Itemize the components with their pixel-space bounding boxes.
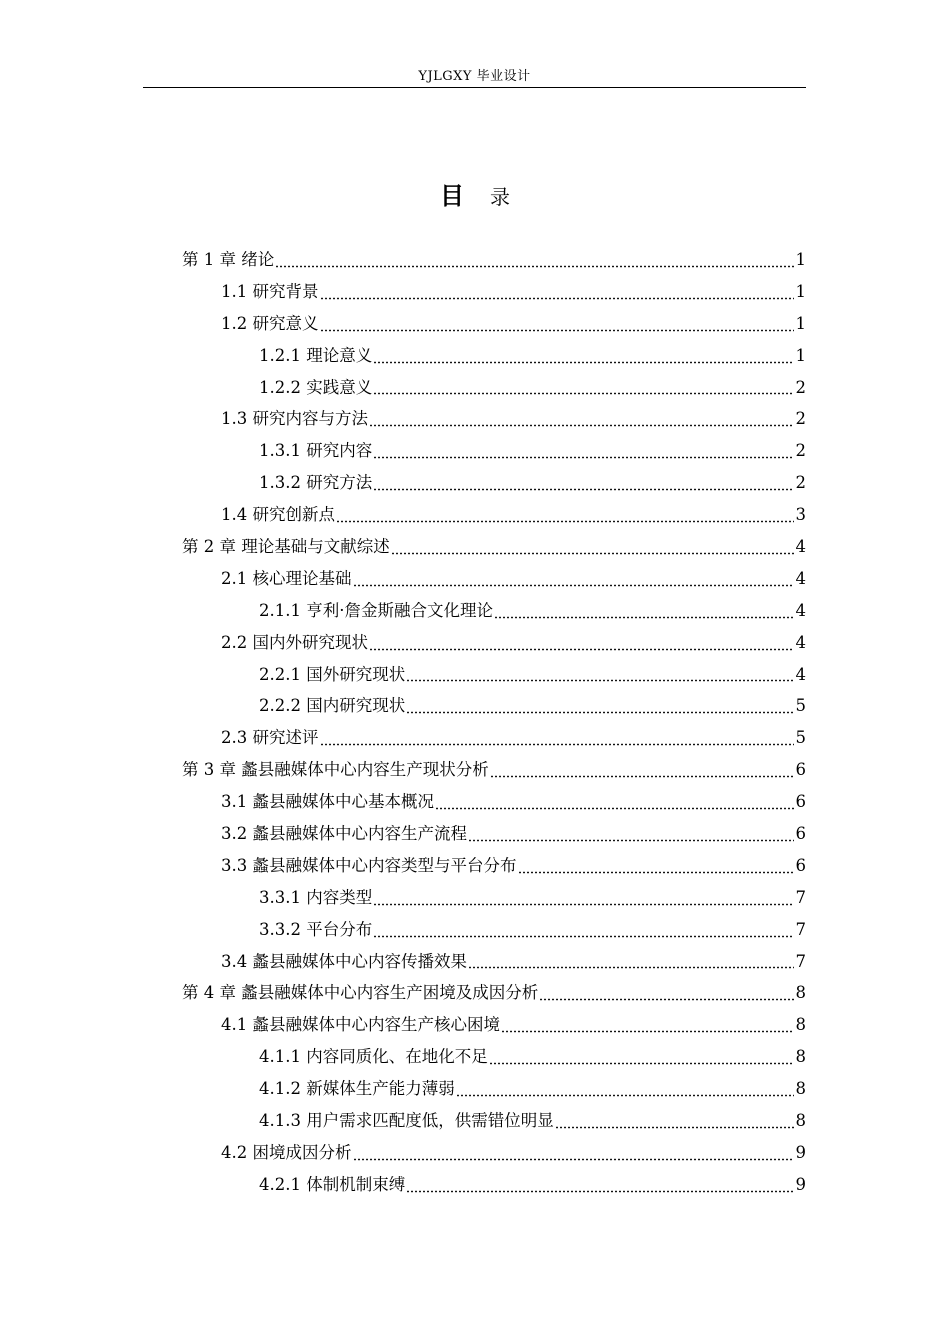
toc-entry[interactable] — [0, 1009, 806, 1041]
toc-entry-page: 9 — [795, 1174, 806, 1194]
toc-entry-label: 3.3 蠡县融媒体中心内容类型与平台分布 — [221, 855, 517, 875]
toc-entry-label: 第 2 章 理论基础与文献综述 — [182, 536, 390, 556]
toc-entry-page: 6 — [795, 792, 806, 812]
toc-entry-label: 1.3.2 研究方法 — [259, 473, 373, 493]
toc-entry[interactable] — [0, 818, 806, 850]
toc-entry-label: 3.3.1 内容类型 — [259, 887, 373, 907]
toc-entry-label: 4.1.3 用户需求匹配度低，供需错位明显 — [259, 1110, 554, 1130]
toc-dot-leader — [468, 828, 794, 842]
toc-dot-leader — [320, 286, 794, 300]
toc-entry-page: 9 — [795, 1142, 806, 1162]
toc-entry-page: 2 — [795, 441, 806, 461]
toc-entry[interactable] — [0, 914, 806, 946]
toc-entry-label: 4.2 困境成因分析 — [221, 1142, 352, 1162]
toc-entry-label: 3.3.2 平台分布 — [259, 919, 373, 939]
toc-entry-label: 1.1 研究背景 — [221, 281, 319, 301]
toc-entry[interactable] — [0, 754, 806, 786]
toc-entry[interactable] — [0, 340, 806, 372]
toc-entry-page: 8 — [795, 1110, 806, 1130]
toc-entry-label: 2.2.2 国内研究现状 — [259, 696, 406, 716]
toc-entry[interactable] — [0, 1169, 806, 1201]
toc-dot-leader — [406, 668, 793, 682]
toc-entry-label: 3.2 蠡县融媒体中心内容生产流程 — [221, 823, 467, 843]
toc-entry[interactable] — [0, 308, 806, 340]
toc-entry-page: 5 — [795, 728, 806, 748]
toc-entry-page: 2 — [795, 377, 806, 397]
toc-entry[interactable] — [0, 372, 806, 404]
toc-entry-label: 第 3 章 蠡县融媒体中心内容生产现状分析 — [182, 760, 489, 780]
toc-entry[interactable] — [0, 1073, 806, 1105]
toc-entry[interactable] — [0, 690, 806, 722]
toc-dot-leader — [494, 605, 794, 619]
toc-entry-page: 5 — [795, 696, 806, 716]
toc-entry-label: 4.1 蠡县融媒体中心内容生产核心困境 — [221, 1015, 500, 1035]
toc-entry[interactable] — [0, 627, 806, 659]
toc-dot-leader — [336, 509, 794, 523]
toc-entry[interactable] — [0, 786, 806, 818]
toc-entry-page: 1 — [795, 345, 806, 365]
toc-dot-leader — [275, 254, 793, 268]
toc-entry-page: 8 — [795, 1079, 806, 1099]
toc-entry-label: 3.4 蠡县融媒体中心内容传播效果 — [221, 951, 467, 971]
toc-entry-page: 4 — [795, 600, 806, 620]
toc-entry-page: 7 — [795, 919, 806, 939]
toc-entry[interactable] — [0, 435, 806, 467]
toc-entry-page: 6 — [795, 823, 806, 843]
toc-entry-label: 2.1.1 亨利·詹金斯融合文化理论 — [259, 600, 493, 620]
toc-dot-leader — [373, 350, 793, 364]
toc-entry[interactable] — [0, 722, 806, 754]
toc-entry-label: 1.2.1 理论意义 — [259, 345, 373, 365]
toc-entry-page: 7 — [795, 951, 806, 971]
toc-entry-page: 4 — [795, 568, 806, 588]
toc-entry-page: 4 — [795, 664, 806, 684]
toc-entry-label: 1.3 研究内容与方法 — [221, 409, 368, 429]
toc-entry[interactable] — [0, 276, 806, 308]
toc-dot-leader — [373, 381, 793, 395]
toc-dot-leader — [468, 955, 794, 969]
toc-entry[interactable] — [0, 531, 806, 563]
table-of-contents — [0, 244, 950, 1201]
toc-entry-label: 2.2 国内外研究现状 — [221, 632, 368, 652]
toc-dot-leader — [406, 700, 793, 714]
toc-entry-label: 1.2.2 实践意义 — [259, 377, 373, 397]
toc-entry[interactable] — [0, 467, 806, 499]
header-rule — [143, 87, 806, 88]
toc-dot-leader — [435, 796, 794, 810]
toc-entry-page: 3 — [795, 505, 806, 525]
toc-entry-label: 第 4 章 蠡县融媒体中心内容生产困境及成因分析 — [182, 983, 539, 1003]
toc-dot-leader — [490, 764, 794, 778]
toc-entry-page: 7 — [795, 887, 806, 907]
toc-dot-leader — [489, 1051, 794, 1065]
toc-dot-leader — [320, 318, 794, 332]
toc-entry-label: 第 1 章 绪论 — [182, 249, 275, 269]
toc-title-part2: 录 — [490, 185, 510, 209]
toc-dot-leader — [373, 892, 793, 906]
toc-entry-page: 4 — [795, 632, 806, 652]
toc-entry-label: 1.4 研究创新点 — [221, 505, 335, 525]
toc-entry-page: 4 — [795, 536, 806, 556]
toc-entry[interactable] — [0, 244, 806, 276]
toc-dot-leader — [391, 541, 794, 555]
toc-dot-leader — [373, 477, 793, 491]
toc-dot-leader — [518, 860, 794, 874]
toc-dot-leader — [501, 1019, 794, 1033]
toc-dot-leader — [373, 924, 793, 938]
toc-entry-page: 8 — [795, 1047, 806, 1067]
toc-entry[interactable] — [0, 1105, 806, 1137]
toc-entry-label: 2.2.1 国外研究现状 — [259, 664, 406, 684]
toc-entry[interactable] — [0, 563, 806, 595]
toc-dot-leader — [320, 732, 794, 746]
toc-entry-label: 1.2 研究意义 — [221, 313, 319, 333]
toc-entry-page: 8 — [795, 1015, 806, 1035]
toc-entry-page: 8 — [795, 983, 806, 1003]
toc-entry[interactable] — [0, 882, 806, 914]
toc-dot-leader — [555, 1115, 794, 1129]
toc-entry-page: 2 — [795, 473, 806, 493]
toc-dot-leader — [406, 1179, 793, 1193]
toc-entry-label: 2.1 核心理论基础 — [221, 568, 352, 588]
toc-entry-page: 1 — [795, 281, 806, 301]
toc-entry-page: 1 — [795, 313, 806, 333]
toc-entry-page: 1 — [795, 249, 806, 269]
toc-entry[interactable] — [0, 403, 806, 435]
toc-entry[interactable] — [0, 850, 806, 882]
toc-entry[interactable] — [0, 499, 806, 531]
toc-entry-label: 4.2.1 体制机制束缚 — [259, 1174, 406, 1194]
toc-dot-leader — [369, 637, 794, 651]
toc-entry-label: 4.1.1 内容同质化、在地化不足 — [259, 1047, 488, 1067]
toc-dot-leader — [539, 987, 793, 1001]
toc-entry-page: 6 — [795, 760, 806, 780]
toc-entry-page: 6 — [795, 855, 806, 875]
toc-entry-page: 2 — [795, 409, 806, 429]
toc-entry-label: 4.1.2 新媒体生产能力薄弱 — [259, 1079, 455, 1099]
toc-entry[interactable] — [0, 659, 806, 691]
toc-dot-leader — [353, 573, 794, 587]
toc-dot-leader — [373, 445, 793, 459]
page-header: YJLGXY 毕业设计 — [418, 69, 531, 84]
toc-title — [0, 180, 950, 214]
toc-entry-label: 1.3.1 研究内容 — [259, 441, 373, 461]
toc-entry[interactable] — [0, 977, 806, 1009]
toc-entry-label: 2.3 研究述评 — [221, 728, 319, 748]
toc-title-part1: 目 — [440, 181, 464, 210]
toc-entry[interactable] — [0, 595, 806, 627]
toc-dot-leader — [369, 413, 794, 427]
toc-entry[interactable] — [0, 1041, 806, 1073]
toc-dot-leader — [456, 1083, 794, 1097]
toc-entry-label: 3.1 蠡县融媒体中心基本概况 — [221, 792, 434, 812]
toc-entry[interactable] — [0, 946, 806, 978]
toc-dot-leader — [353, 1147, 794, 1161]
toc-entry[interactable] — [0, 1137, 806, 1169]
